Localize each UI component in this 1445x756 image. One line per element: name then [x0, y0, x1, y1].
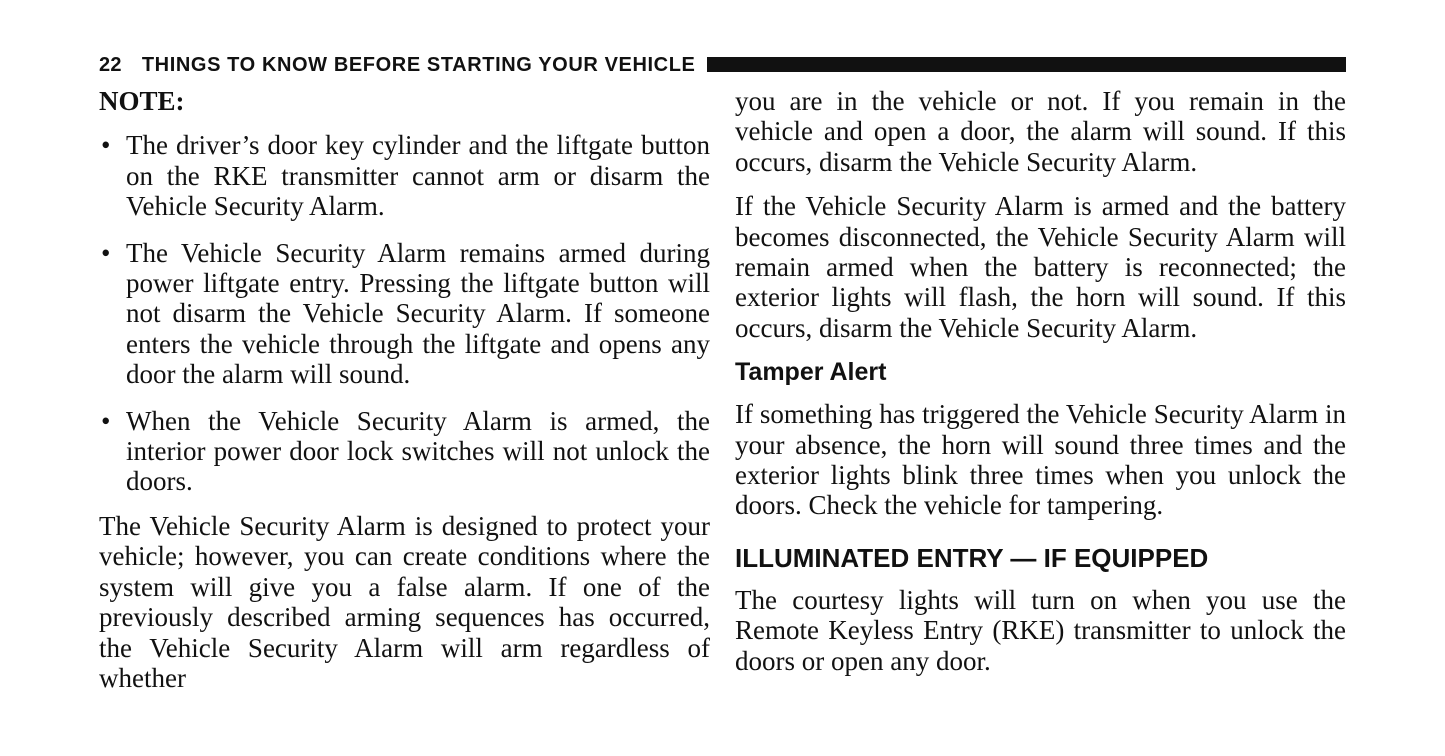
running-head: THINGS TO KNOW BEFORE STARTING YOUR VEHICLE — [141, 53, 696, 76]
page-header — [99, 52, 1346, 78]
left-column — [99, 86, 710, 693]
bullet-text: The driver’s door key cylinder and the liftgate button on the RKE transmitter cannot arm or disarm the Vehicle Security Alarm. — [126, 130, 710, 222]
bullet-icon: • — [101, 130, 111, 161]
illuminated-entry-paragraph: The courtesy lights will turn on when you use the Remote Keyless Entry (RKE) transmitter to unlock the doors or open any door. — [735, 584, 1346, 676]
note-bullet-item — [99, 130, 710, 221]
illuminated-entry-heading: ILLUMINATED ENTRY — IF EQUIPPED — [735, 542, 1209, 573]
continuation-paragraph: you are in the vehicle or not. If you remain in the vehicle and open a door, the alarm will sound. If this occurs, disarm the Vehicle Security Alarm. — [735, 86, 1346, 177]
bullet-text: When the Vehicle Security Alarm is armed, the interior power door lock switches will not unlock the doors. — [126, 405, 710, 497]
note-bullet-list — [99, 130, 710, 496]
tamper-alert-heading: Tamper Alert — [735, 358, 887, 387]
note-bullet-item — [99, 238, 710, 390]
bullet-icon: • — [101, 405, 111, 436]
page-number: 22 — [99, 53, 122, 76]
note-label: NOTE: — [99, 86, 185, 116]
note-bullet-item — [99, 406, 710, 497]
right-column — [735, 86, 1346, 676]
false-alarm-paragraph: The Vehicle Security Alarm is designed to protect your vehicle; however, you can create conditions where the system will give you a false alarm. If one of the previously described arming sequences has occurred, the Vehicle Security Alarm will arm regardless of whether — [99, 510, 710, 693]
bullet-text: The Vehicle Security Alarm remains armed during power liftgate entry. Pressing the liftgate button will not disarm the Vehicle Security Alarm. If someone enters the vehicle through the liftgate and opens any door the alarm will sound. — [126, 237, 710, 390]
battery-paragraph: If the Vehicle Security Alarm is armed and the battery becomes disconnected, the Vehicle Security Alarm will remain armed when the battery is reconnected; the exterior lights will flash, the horn will sound. If this occurs, disarm the Vehicle Security Alarm. — [735, 191, 1346, 343]
tamper-alert-paragraph: If something has triggered the Vehicle Security Alarm in your absence, the horn will sound three times and the exterior lights blink three times when you unlock the doors. Check the vehicle for tampering. — [735, 399, 1346, 521]
header-rule — [707, 57, 1346, 72]
bullet-icon: • — [101, 237, 111, 268]
